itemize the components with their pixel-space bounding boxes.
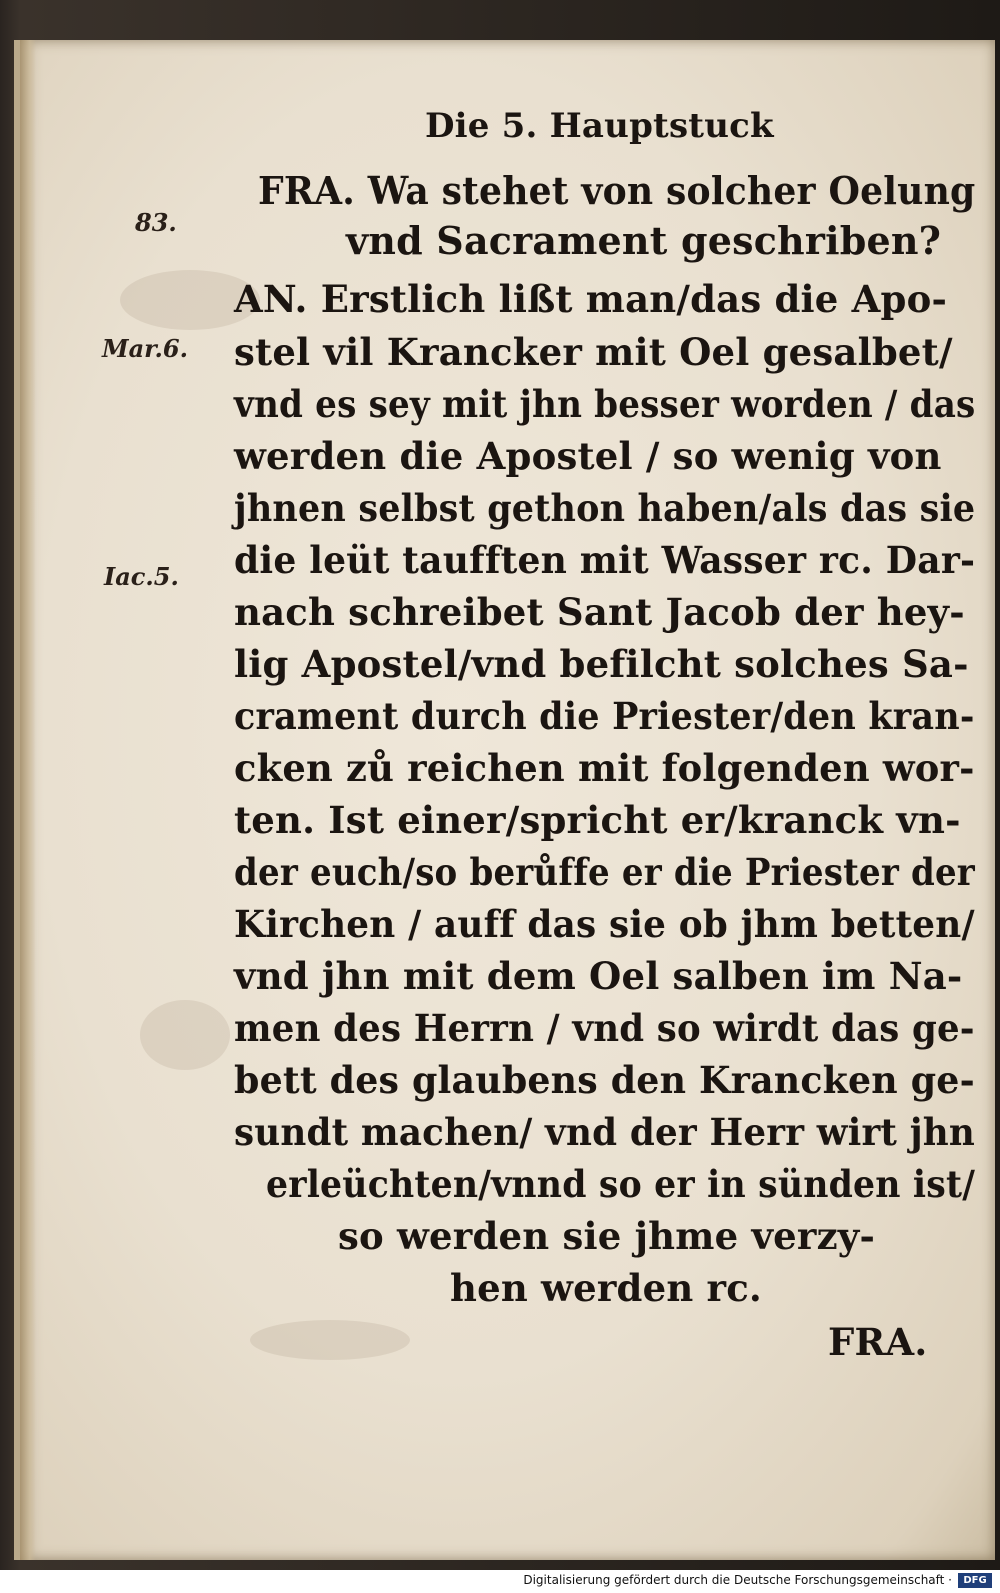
answer-line: ten. Ist einer/spricht er/kranck vn- (234, 798, 961, 842)
answer-line: erleüchten/vnnd so er in sünden ist/ (266, 1162, 976, 1206)
answer-line: bett des glaubens den Krancken ge- (234, 1058, 975, 1102)
answer-line: crament durch die Priester/den kran- (234, 694, 975, 738)
answer-line: hen werden rc. (450, 1266, 763, 1310)
answer-line: cken zů reichen mit folgenden wor- (234, 746, 975, 790)
answer-line: jhnen selbst gethon haben/als das sie (234, 486, 976, 530)
page-text (20, 40, 995, 1560)
margin-note-question-number: 83. (135, 208, 177, 237)
running-header: Die 5. Hauptstuck (425, 106, 774, 146)
margin-note-james-reference: Iac.5. (104, 562, 179, 591)
answer-line: AN. Erstlich lißt man/das die Apo- (234, 277, 948, 321)
answer-line: der euch/so berůffe er die Priester der (234, 850, 975, 894)
answer-line: Kirchen / auff das sie ob jhm betten/ (234, 902, 975, 946)
answer-line: vnd jhn mit dem Oel salben im Na- (234, 954, 963, 998)
question-line: vnd Sacrament geschriben? (346, 218, 942, 263)
answer-line: nach schreibet Sant Jacob der hey- (234, 590, 965, 634)
footer-credit: Digitalisierung gefördert durch die Deutsche Forschungsgemeinschaft · (523, 1573, 952, 1587)
question-line: FRA. Wa stehet von solcher Oelung (258, 168, 976, 213)
catchword: FRA. (828, 1320, 928, 1364)
margin-note-mark-reference: Mar.6. (102, 334, 188, 363)
dfg-logo-icon: DFG (958, 1573, 992, 1588)
book-page (14, 40, 995, 1560)
answer-line: men des Herrn / vnd so wirdt das ge- (234, 1006, 975, 1050)
answer-line: so werden sie jhme verzy- (338, 1214, 876, 1258)
answer-line: werden die Apostel / so wenig von (234, 434, 942, 478)
footer-bar (0, 1570, 1000, 1593)
answer-line: die leüt taufften mit Wasser rc. Dar- (234, 538, 976, 582)
answer-line: stel vil Krancker mit Oel gesalbet/ (234, 330, 953, 374)
answer-line: vnd es sey mit jhn besser worden / das (234, 382, 976, 426)
answer-line: sundt machen/ vnd der Herr wirt jhn (234, 1110, 976, 1154)
answer-line: lig Apostel/vnd befilcht solches Sa- (234, 642, 969, 686)
